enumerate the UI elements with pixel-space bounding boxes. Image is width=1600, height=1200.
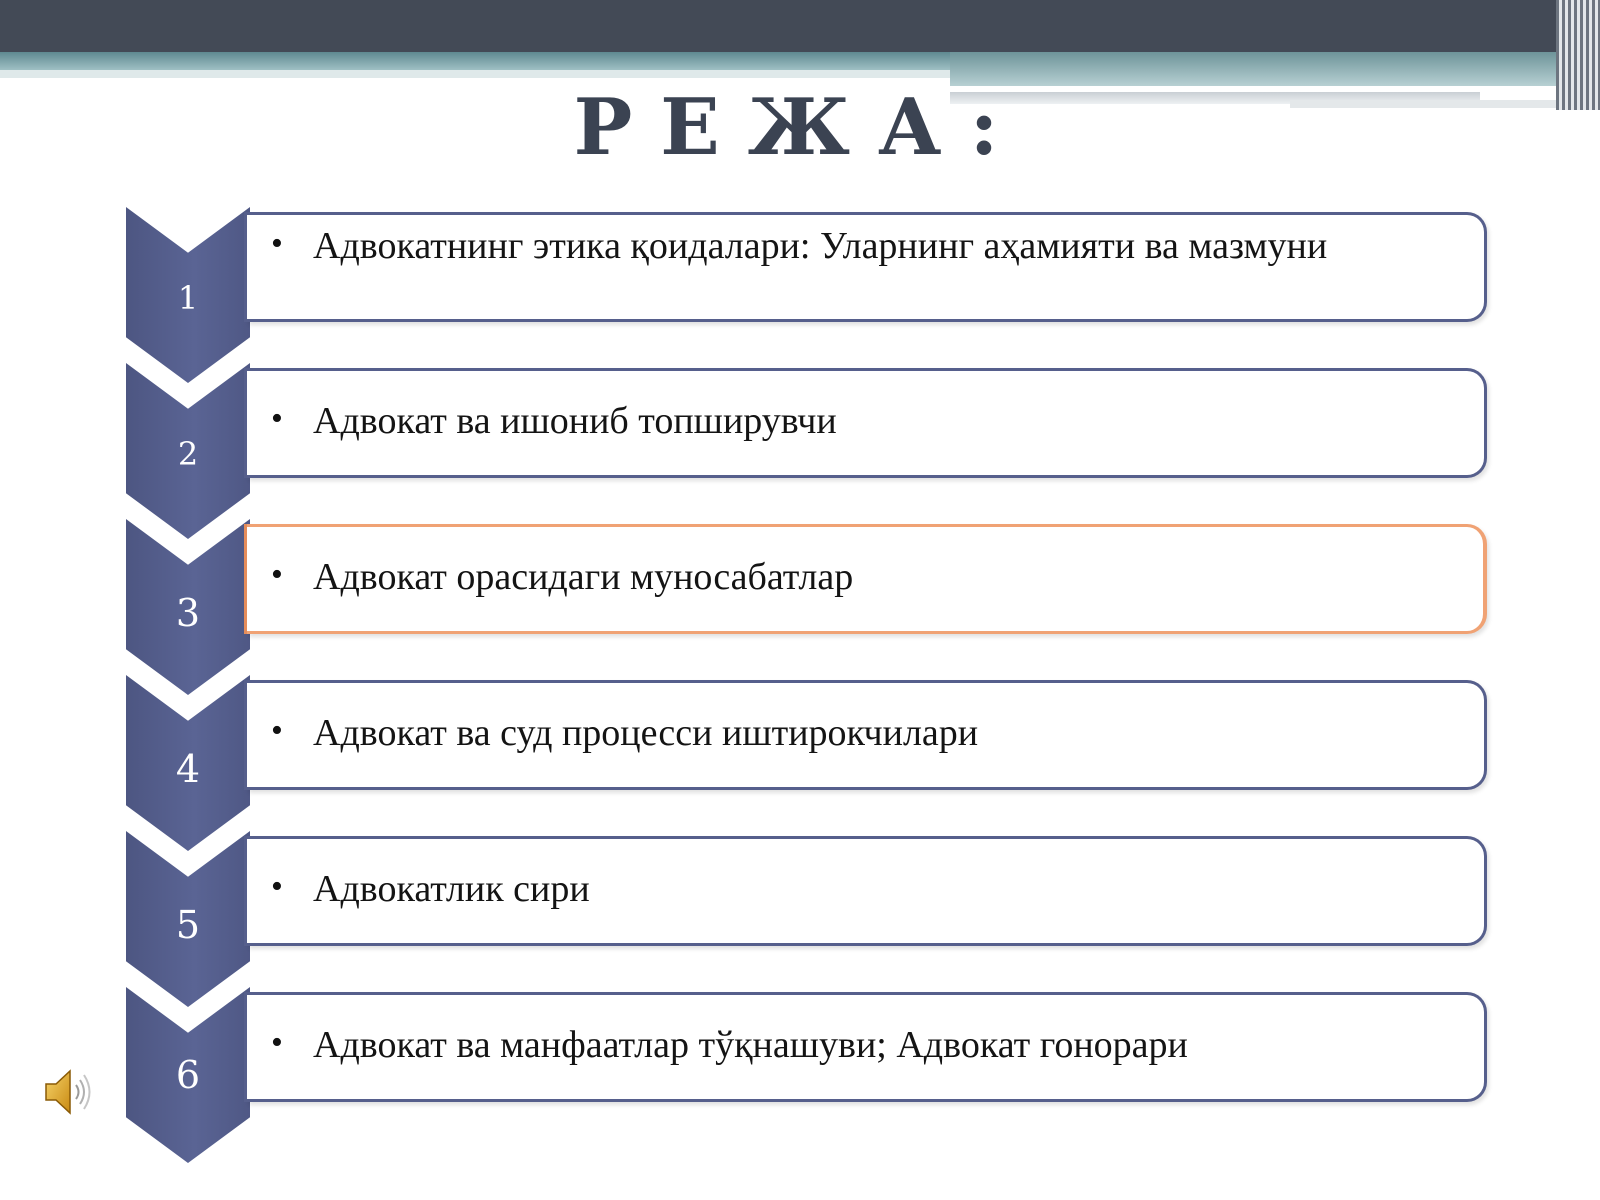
slide-title: РЕЖА: [573, 82, 1027, 173]
bullet-marker: • [271, 400, 283, 437]
plan-item-text: Адвокат ва ишониб топширувчи [313, 400, 837, 442]
plan-item-box [247, 992, 1487, 1102]
bullet-marker: • [271, 868, 283, 905]
plan-item-box [247, 680, 1487, 790]
bullet-marker: • [271, 225, 283, 262]
bullet-marker: • [271, 712, 283, 749]
plan-item-text: Адвокатлик сири [313, 868, 590, 910]
step-number: 3 [175, 591, 201, 635]
plan-item-box-highlighted [247, 524, 1487, 634]
step-number: 5 [175, 903, 201, 947]
bullet-marker: • [271, 1024, 283, 1061]
plan-item-text: Адвокат ва суд процесси иштирокчилари [313, 712, 979, 754]
plan-item-text: Адвокатнинг этика қоидалари: Уларнинг аҳамияти ва мазмуни [313, 225, 1328, 267]
step-number: 2 [177, 435, 199, 473]
plan-item-text: Адвокат ва манфаатлар тўқнашуви; Адвокат гонорари [313, 1024, 1188, 1066]
speaker-icon[interactable] [40, 1063, 100, 1121]
plan-item-text: Адвокат орасидаги муносабатлар [313, 556, 854, 598]
step-number: 1 [177, 279, 199, 317]
bullet-marker: • [271, 556, 283, 593]
plan-item-box [247, 836, 1487, 946]
plan-item-box [247, 368, 1487, 478]
step-number: 4 [175, 747, 201, 791]
step-number: 6 [175, 1053, 201, 1097]
plan-item-box [247, 212, 1487, 322]
